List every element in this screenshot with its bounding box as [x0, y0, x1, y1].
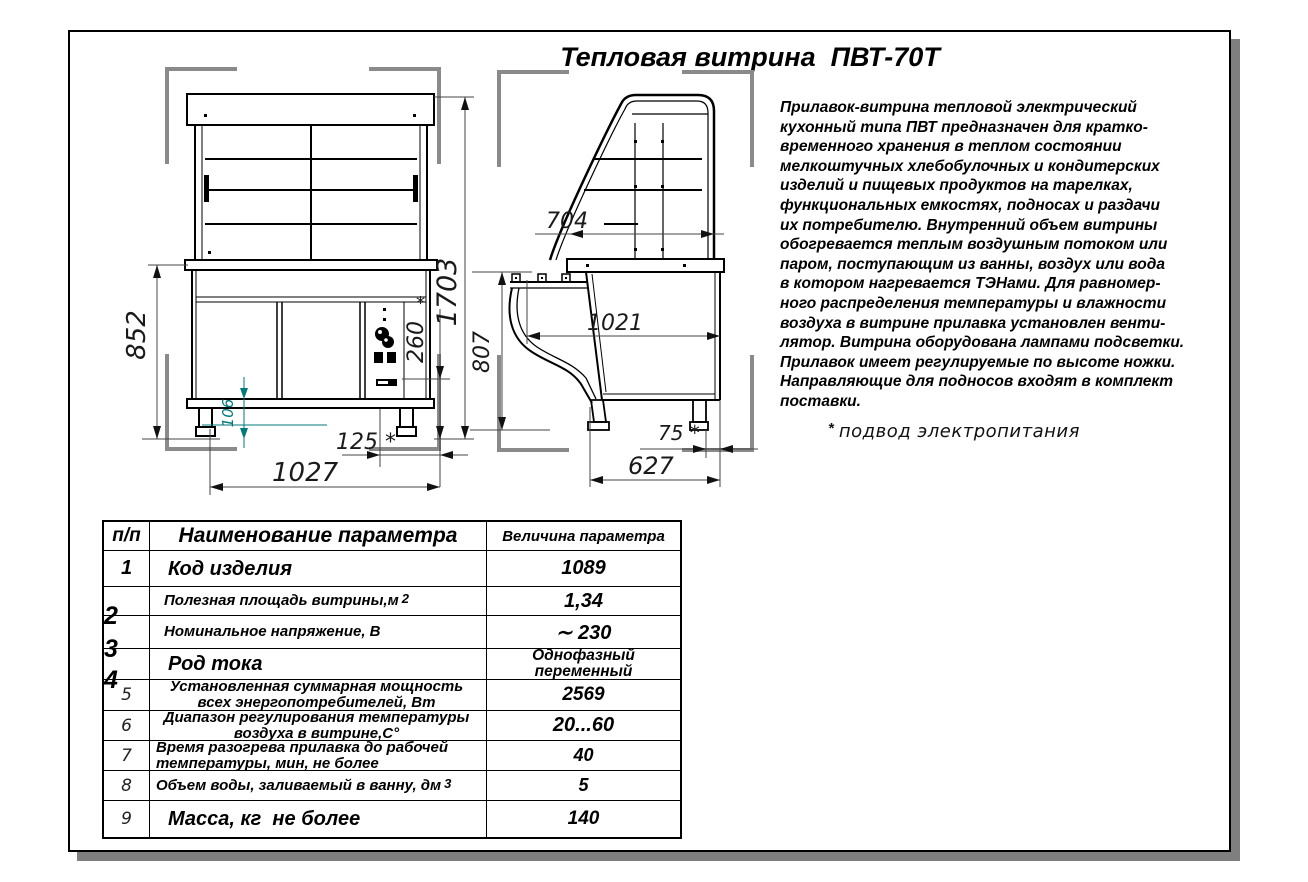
row-num: 7 [104, 741, 150, 771]
row-num: 8 [104, 771, 150, 801]
row-value: 40 [487, 741, 680, 771]
row-value: 5 [487, 771, 680, 801]
dim-807: 807 [470, 331, 495, 373]
row-num: 2 [104, 587, 150, 616]
dim-704: 704 [546, 209, 588, 234]
control-panel [374, 308, 397, 386]
row-label: Код изделия [150, 551, 487, 587]
dim-1021: 1021 [587, 311, 643, 336]
row-value: 1089 [487, 551, 680, 587]
power-supply-footnote [828, 420, 1080, 442]
row-value: 20...60 [487, 711, 680, 741]
row-label: Объем воды, заливаемый в ванну, дм $^3$ [150, 771, 487, 801]
door-handle-right [413, 175, 418, 202]
dim-75: 75 * [658, 421, 700, 445]
col-header-value: Величина параметра [487, 522, 680, 551]
dim-260: 260 [404, 321, 429, 363]
row-value: Однофазный переменный [487, 649, 680, 680]
row-value: 140 [567, 808, 600, 829]
row-value: 1,34 [487, 587, 680, 616]
row-num: 5 [104, 680, 150, 711]
row-label: Масса, кг не более [150, 801, 487, 837]
col-header-num: п/п [104, 522, 150, 551]
dim-106: 106 [219, 398, 237, 428]
dim-627: 627 [628, 452, 674, 480]
row-label: Установленная суммарная мощность всех энергопотребителей, Вт [150, 680, 487, 711]
sheet-page [68, 30, 1231, 852]
row-label: Полезная площадь витрины,м $^2$ [150, 587, 487, 616]
product-description: Прилавок-витрина тепловой электрический кухонный типа ПВТ предназначен для кратко- временного хранения в теплом состоянии мелкоштучных хлебобулочных и кондитерских изделий и пищевых продуктов на тарелках, функциональных емкостях, подносах и раздачи их потребителю. Внутренний объем витрины обогревается теплым воздушным потоком или паром, поступающим из ванны, воздух или вода в котором нагревается ТЭНами. Для равномер- ного распределения температуры и влажности воздуха в витрине прилавка установлен венти- лятор. Витрина оборудована лампами подсветки. Прилавок имеет регулируемые по высоте ножки. Направляющие для подносов входят в комплект поставки. [780, 99, 1185, 410]
rocker-switch-left [374, 352, 383, 363]
page-title: Тепловая витрина ПВТ-70Т [560, 42, 940, 72]
side-cabinet-linework [509, 95, 724, 430]
footnote-star: * [828, 420, 834, 437]
dim-1027: 1027 [272, 458, 339, 488]
row-label: Номинальное напряжение, В [150, 616, 487, 649]
row-num: 4 [104, 649, 150, 680]
dim-1703: 1703 [432, 257, 463, 327]
row-label: Род тока [150, 649, 487, 680]
row-label: Время разогрева прилавка до рабочей температуры, мин, не более [150, 741, 487, 771]
row-num: 3 [104, 616, 150, 649]
row-num: 9 [104, 801, 150, 837]
dim-125: 125 * [336, 430, 396, 455]
power-knob [382, 336, 394, 348]
row-num: 1 [104, 551, 150, 587]
footnote-text: подвод электропитания [838, 421, 1080, 442]
row-value: 2569 [487, 680, 680, 711]
row-label: Диапазон регулирования температуры воздуха в витрине,С° [150, 711, 487, 741]
row-num: 6 [104, 711, 150, 741]
front-view-drawing [122, 57, 482, 502]
col-header-name: Наименование параметра [150, 522, 487, 551]
door-handle-left [204, 175, 209, 202]
row-value: ∼ 230 [487, 616, 680, 649]
rocker-switch-right [387, 352, 396, 363]
side-view-drawing [462, 62, 772, 502]
front-cabinet-linework [185, 94, 437, 436]
tray-rail [509, 274, 596, 403]
parameters-table [102, 520, 682, 839]
dim-852: 852 [122, 310, 152, 360]
dim-260-star: * [416, 293, 425, 314]
